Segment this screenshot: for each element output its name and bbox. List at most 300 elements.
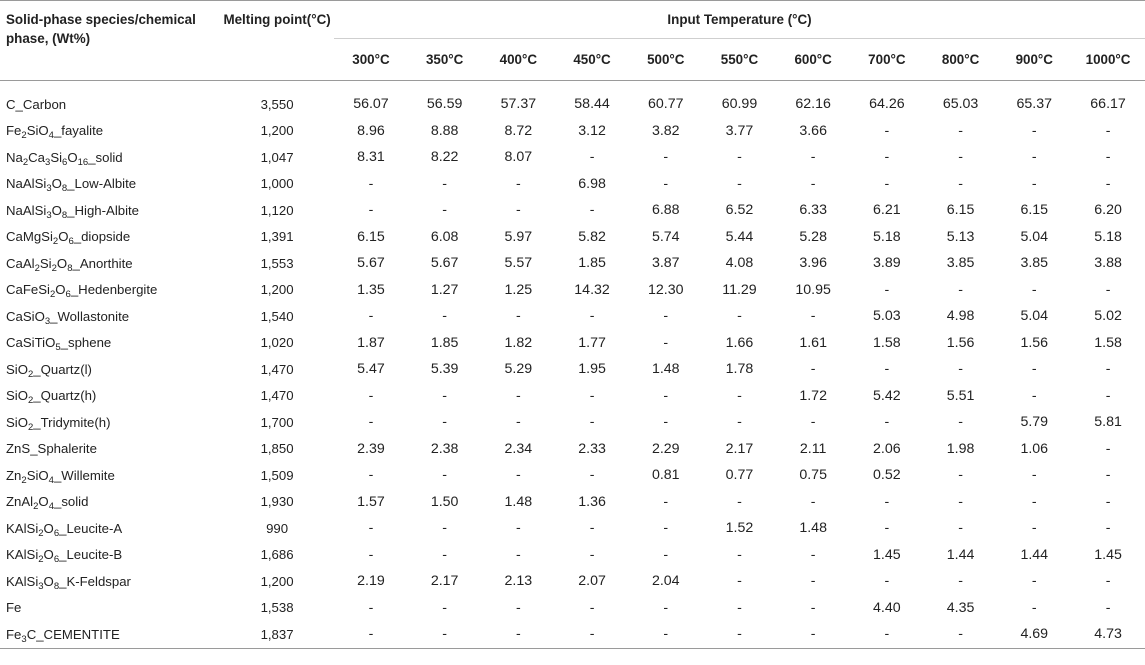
species-name: $ZnAl_2O_4\_solid$ <box>6 494 89 513</box>
temperature-header-4: 500°C <box>647 52 685 67</box>
value-cell: 58.44 <box>555 81 629 118</box>
table-row <box>0 303 1145 330</box>
value-cell: 2.17 <box>725 440 754 457</box>
value-cell: 5.79 <box>1020 414 1049 431</box>
value-cell: 1.52 <box>725 520 754 537</box>
value-cell: 66.17 <box>1071 81 1145 118</box>
species-column-header: Solid-phase species/chemical phase, (Wt%) <box>0 1 220 81</box>
value-cell: 6.21 <box>873 202 901 219</box>
species-name: Fe <box>6 600 22 616</box>
value-cell: - <box>884 414 890 431</box>
value-cell: - <box>515 414 521 431</box>
value-cell: - <box>776 621 850 648</box>
melting-point: 1,509 <box>260 467 294 483</box>
value-cell: 2.04 <box>651 573 680 590</box>
value-cell: 6.98 <box>578 175 606 192</box>
species-name: SiO$_2$_Tridymite(h) <box>6 414 111 433</box>
value-cell: 6.15 <box>357 228 385 245</box>
value-cell: 65.37 <box>997 81 1071 118</box>
value-cell: 8.07 <box>504 149 533 166</box>
value-cell: 1.95 <box>578 361 606 378</box>
value-cell: - <box>958 122 963 139</box>
table-row <box>0 383 1145 410</box>
species-name: $Zn_2SiO_4\_Willemite$ <box>6 467 115 486</box>
value-cell: 5.29 <box>504 361 533 378</box>
value-cell: - <box>1105 467 1111 484</box>
value-cell: 3.88 <box>1094 255 1122 272</box>
species-name: CaSiTiO$_5$_sphene <box>6 335 112 354</box>
value-cell: - <box>884 361 890 378</box>
value-cell: - <box>663 175 669 192</box>
value-cell: - <box>368 599 374 616</box>
temperature-header-6: 600°C <box>794 52 832 67</box>
species-name: SiO$_2$_Quartz(h) <box>6 388 97 407</box>
value-cell: - <box>1105 520 1111 537</box>
melting-point: 1,047 <box>260 149 294 165</box>
table-row <box>0 144 1145 171</box>
value-cell: 3.89 <box>873 255 901 272</box>
value-cell: 1.66 <box>725 334 754 351</box>
value-cell: - <box>810 175 816 192</box>
value-cell: 5.67 <box>430 255 459 272</box>
value-cell: 4.98 <box>946 308 975 325</box>
value-cell: 8.72 <box>504 122 533 139</box>
value-cell: - <box>884 281 890 298</box>
value-cell: 8.31 <box>357 149 385 166</box>
value-cell: 5.82 <box>578 228 606 245</box>
melting-point: 1,930 <box>260 494 294 510</box>
value-cell: - <box>368 546 374 563</box>
value-cell: - <box>1105 440 1111 457</box>
temperature-header-9: 900°C <box>1015 52 1053 67</box>
table-row <box>0 197 1145 224</box>
value-cell: 1.44 <box>1020 546 1049 563</box>
value-cell: 5.97 <box>504 228 533 245</box>
value-cell: - <box>884 122 890 139</box>
value-cell: 4.40 <box>873 599 901 616</box>
value-cell: - <box>810 599 816 616</box>
value-cell: 1.48 <box>799 520 827 537</box>
temperature-header-7: 700°C <box>868 52 906 67</box>
value-cell: 60.77 <box>629 81 703 118</box>
value-cell: - <box>663 599 669 616</box>
species-name: $NaAlSi_3O_8\_High$-Albite <box>6 202 140 221</box>
value-cell: 8.22 <box>430 149 459 166</box>
value-cell: - <box>368 202 374 219</box>
value-cell: - <box>589 202 595 219</box>
value-cell: - <box>515 175 521 192</box>
temperature-header-1: 350°C <box>425 52 464 67</box>
value-cell: 2.07 <box>578 573 606 590</box>
value-cell: - <box>589 387 595 404</box>
value-cell: - <box>589 149 595 166</box>
value-cell: 5.18 <box>873 228 901 245</box>
table-row <box>0 515 1145 542</box>
value-cell: 1.48 <box>651 361 680 378</box>
value-cell: - <box>810 573 816 590</box>
value-cell: - <box>1105 149 1111 166</box>
table-row <box>0 621 1145 648</box>
value-cell: 0.77 <box>725 467 754 484</box>
value-cell: 1.58 <box>1094 334 1122 351</box>
value-cell: 56.59 <box>408 81 482 118</box>
value-cell: - <box>884 520 890 537</box>
value-cell: 2.39 <box>357 440 385 457</box>
melting-point: 1,470 <box>260 388 294 404</box>
melting-point: 3,550 <box>220 81 334 118</box>
value-cell: - <box>810 361 816 378</box>
species-name: $CaFeSi_2O_6\_Hedenbergite$ <box>6 282 158 301</box>
value-cell: - <box>663 546 669 563</box>
value-cell: 1.87 <box>357 334 385 351</box>
melting-point: 1,470 <box>260 361 294 377</box>
value-cell: - <box>958 414 963 431</box>
value-cell: - <box>1031 281 1037 298</box>
value-cell: 5.02 <box>1094 308 1122 325</box>
melting-point: 1,540 <box>260 308 294 324</box>
melting-point: 1,020 <box>260 335 294 351</box>
value-cell: - <box>1031 573 1037 590</box>
value-cell: - <box>958 175 963 192</box>
value-cell: - <box>589 467 595 484</box>
value-cell: 5.13 <box>946 228 975 245</box>
value-cell: - <box>515 467 521 484</box>
value-cell: 6.33 <box>799 202 827 219</box>
value-cell: - <box>589 546 595 563</box>
value-cell: 1.98 <box>946 440 975 457</box>
value-cell: - <box>663 149 669 166</box>
value-cell: - <box>482 621 556 648</box>
value-cell: 4.08 <box>725 255 754 272</box>
value-cell: - <box>1105 493 1111 510</box>
table-row <box>0 330 1145 357</box>
value-cell: - <box>368 387 374 404</box>
table-row <box>0 409 1145 436</box>
value-cell: - <box>884 175 890 192</box>
table-row <box>0 489 1145 516</box>
value-cell: - <box>737 546 742 563</box>
species-name: C_Carbon <box>0 81 220 118</box>
table-row <box>0 118 1145 145</box>
value-cell: - <box>884 573 890 590</box>
table-row <box>0 81 1145 118</box>
value-cell: - <box>515 387 521 404</box>
value-cell: 1.78 <box>725 361 754 378</box>
species-name: $Fe_3C\_CEMENTITE$ <box>0 621 220 648</box>
value-cell: 3.87 <box>651 255 680 272</box>
species-name: $KAlSi_2O_6\_Leucite-A$ <box>6 520 123 539</box>
value-cell: 1.82 <box>504 334 533 351</box>
value-cell: - <box>810 493 816 510</box>
species-name: $CaAl_2Si_2O_8\_Anorthite$ <box>6 255 133 274</box>
value-cell: 4.73 <box>1071 621 1145 648</box>
melting-point: 990 <box>266 520 289 536</box>
value-cell: - <box>442 308 448 325</box>
value-cell: 57.37 <box>482 81 556 118</box>
value-cell: 4.69 <box>997 621 1071 648</box>
value-cell: 1.48 <box>504 493 533 510</box>
value-cell: 5.39 <box>430 361 459 378</box>
species-name: $Fe_2SiO_4\_fayalite$ <box>6 123 104 142</box>
value-cell: - <box>737 599 742 616</box>
value-cell: 64.26 <box>850 81 924 118</box>
value-cell: - <box>368 520 374 537</box>
species-name: $NaAlSi_3O_8\_Low$-Albite <box>6 176 137 195</box>
value-cell: - <box>442 546 448 563</box>
value-cell: 6.08 <box>430 228 459 245</box>
value-cell: - <box>515 520 521 537</box>
value-cell: - <box>629 621 703 648</box>
value-cell: 3.85 <box>1020 255 1049 272</box>
value-cell: - <box>1031 599 1037 616</box>
value-cell: - <box>515 599 521 616</box>
value-cell: - <box>589 414 595 431</box>
value-cell: - <box>737 493 742 510</box>
value-cell: 6.52 <box>725 202 754 219</box>
temperature-header-2: 400°C <box>499 52 538 67</box>
value-cell: 5.67 <box>357 255 385 272</box>
value-cell: 2.29 <box>651 440 680 457</box>
value-cell: - <box>408 621 482 648</box>
value-cell: 1.50 <box>430 493 459 510</box>
value-cell: 1.35 <box>357 281 385 298</box>
value-cell: 1.56 <box>1020 334 1049 351</box>
table-row <box>0 277 1145 304</box>
value-cell: 2.34 <box>504 440 533 457</box>
value-cell: - <box>958 149 963 166</box>
value-cell: - <box>737 573 742 590</box>
species-name: CaSiO$_3$_Wollastonite <box>6 308 130 327</box>
value-cell: 3.85 <box>946 255 975 272</box>
table-row <box>0 356 1145 383</box>
value-cell: 1.72 <box>799 387 827 404</box>
value-cell: - <box>884 493 890 510</box>
melting-point: 1,200 <box>260 573 294 589</box>
melting-point: 1,120 <box>260 202 294 218</box>
temperature-header-3: 450°C <box>573 52 611 67</box>
value-cell: 5.18 <box>1094 228 1122 245</box>
value-cell: 0.75 <box>799 467 827 484</box>
species-name: SiO$_2$_Quartz(l) <box>6 361 92 380</box>
value-cell: 3.82 <box>651 122 680 139</box>
value-cell: 1.44 <box>946 546 975 563</box>
table-row <box>0 462 1145 489</box>
value-cell: 1.45 <box>1094 546 1122 563</box>
value-cell: 2.38 <box>430 440 459 457</box>
value-cell: - <box>663 493 669 510</box>
value-cell: - <box>589 308 595 325</box>
value-cell: - <box>737 308 742 325</box>
value-cell: - <box>1031 520 1037 537</box>
value-cell: 5.51 <box>946 387 975 404</box>
value-cell: - <box>334 621 408 648</box>
value-cell: 56.07 <box>334 81 408 118</box>
value-cell: - <box>1031 361 1037 378</box>
value-cell: - <box>958 467 963 484</box>
value-cell: - <box>515 546 521 563</box>
species-name: $KAlSi_3O_8\_K$-Feldspar <box>6 573 131 592</box>
value-cell: 2.06 <box>873 440 901 457</box>
value-cell: 5.81 <box>1094 414 1122 431</box>
value-cell: - <box>442 387 448 404</box>
value-cell: 1.77 <box>578 334 606 351</box>
value-cell: - <box>442 520 448 537</box>
value-cell: 1.58 <box>873 334 901 351</box>
value-cell: 5.47 <box>357 361 385 378</box>
value-cell: 5.28 <box>799 228 827 245</box>
value-cell: 1.36 <box>578 493 606 510</box>
value-cell: - <box>737 414 742 431</box>
value-cell: 1.85 <box>578 255 606 272</box>
value-cell: 2.19 <box>357 573 385 590</box>
value-cell: - <box>810 414 816 431</box>
melting-point: 1,837 <box>220 621 334 648</box>
table-row <box>0 542 1145 569</box>
value-cell: 6.88 <box>651 202 680 219</box>
value-cell: - <box>1031 467 1037 484</box>
species-name: ZnS_Sphalerite <box>6 441 97 457</box>
species-name: $Na_2Ca_3Si_6O_{16}\_solid$ <box>6 149 123 168</box>
temperature-header-10: 1000°C <box>1085 52 1131 67</box>
value-cell: - <box>663 308 669 325</box>
value-cell: - <box>663 414 669 431</box>
value-cell: 6.20 <box>1094 202 1122 219</box>
table-row <box>0 224 1145 251</box>
value-cell: - <box>810 149 816 166</box>
melting-point: 1,200 <box>260 123 294 139</box>
value-cell: 5.42 <box>873 387 901 404</box>
value-cell: - <box>663 387 669 404</box>
value-cell: - <box>442 202 448 219</box>
value-cell: 1.27 <box>430 281 459 298</box>
value-cell: - <box>589 599 595 616</box>
table-body <box>0 81 1145 649</box>
value-cell: 3.96 <box>799 255 827 272</box>
value-cell: - <box>1031 122 1037 139</box>
value-cell: - <box>958 573 963 590</box>
value-cell: - <box>924 621 998 648</box>
value-cell: 0.81 <box>651 467 680 484</box>
value-cell: - <box>442 599 448 616</box>
table-row <box>0 436 1145 463</box>
table-row <box>0 568 1145 595</box>
value-cell: 5.03 <box>873 308 901 325</box>
temperature-header-0: 300°C <box>352 52 390 67</box>
value-cell: 2.13 <box>504 573 533 590</box>
value-cell: 5.74 <box>651 228 680 245</box>
value-cell: 3.12 <box>578 122 606 139</box>
value-cell: - <box>663 520 669 537</box>
value-cell: - <box>589 520 595 537</box>
value-cell: - <box>442 414 448 431</box>
table-row <box>0 595 1145 622</box>
value-cell: 65.03 <box>924 81 998 118</box>
value-cell: - <box>555 621 629 648</box>
value-cell: 62.16 <box>776 81 850 118</box>
table-row <box>0 171 1145 198</box>
value-cell: - <box>442 175 448 192</box>
value-cell: 8.96 <box>357 122 385 139</box>
value-cell: - <box>703 621 777 648</box>
value-cell: - <box>368 414 374 431</box>
value-cell: - <box>1105 175 1111 192</box>
value-cell: 10.95 <box>795 281 831 298</box>
melting-point-column-header: Melting point(°C) <box>220 1 334 81</box>
value-cell: 2.33 <box>578 440 606 457</box>
value-cell: 1.57 <box>357 493 385 510</box>
value-cell: 3.77 <box>725 122 754 139</box>
value-cell: - <box>1105 599 1111 616</box>
value-cell: - <box>1031 175 1037 192</box>
value-cell: - <box>368 467 374 484</box>
value-cell: - <box>737 387 742 404</box>
value-cell: - <box>515 202 521 219</box>
value-cell: - <box>1031 149 1037 166</box>
value-cell: 0.52 <box>873 467 901 484</box>
value-cell: - <box>1031 493 1037 510</box>
value-cell: - <box>515 308 521 325</box>
value-cell: - <box>810 308 816 325</box>
species-name: $KAlSi_2O_6\_Leucite-B$ <box>6 547 123 566</box>
melting-point: 1,686 <box>260 547 294 563</box>
value-cell: 60.99 <box>703 81 777 118</box>
value-cell: - <box>368 308 374 325</box>
value-cell: - <box>884 149 890 166</box>
temperature-header-8: 800°C <box>941 52 980 67</box>
value-cell: - <box>1031 387 1037 404</box>
value-cell: 2.11 <box>799 440 827 457</box>
value-cell: 4.35 <box>946 599 975 616</box>
value-cell: 6.15 <box>1020 202 1049 219</box>
value-cell: - <box>958 520 963 537</box>
value-cell: - <box>850 621 924 648</box>
value-cell: 1.85 <box>430 334 459 351</box>
species-name: $CaMgSi_2O_6\_diopside$ <box>6 229 131 248</box>
value-cell: 8.88 <box>430 122 459 139</box>
value-cell: - <box>1105 361 1111 378</box>
melting-point: 1,391 <box>260 229 294 245</box>
value-cell: - <box>958 493 963 510</box>
value-cell: - <box>737 175 742 192</box>
value-cell: 12.30 <box>648 281 684 298</box>
value-cell: - <box>737 149 742 166</box>
value-cell: 14.32 <box>574 281 610 298</box>
value-cell: - <box>1105 387 1111 404</box>
value-cell: - <box>368 175 374 192</box>
value-cell: - <box>1105 122 1111 139</box>
value-cell: 1.25 <box>504 281 533 298</box>
melting-point: 1,700 <box>260 414 294 430</box>
melting-point: 1,538 <box>260 600 294 616</box>
value-cell: - <box>810 546 816 563</box>
value-cell: - <box>442 467 448 484</box>
value-cell: 5.04 <box>1020 308 1049 325</box>
value-cell: 5.04 <box>1020 228 1049 245</box>
value-cell: - <box>958 361 963 378</box>
value-cell: 5.44 <box>725 228 754 245</box>
melting-point: 1,200 <box>260 282 294 298</box>
value-cell: - <box>958 281 963 298</box>
value-cell: 1.61 <box>799 334 827 351</box>
value-cell: 5.57 <box>504 255 533 272</box>
value-cell: 11.29 <box>722 281 757 298</box>
value-cell: 1.45 <box>873 546 901 563</box>
melting-point: 1,850 <box>260 441 294 457</box>
temperature-header-5: 550°C <box>720 52 759 67</box>
melting-point: 1,553 <box>260 255 294 271</box>
table-row <box>0 250 1145 277</box>
melting-point: 1,000 <box>260 176 294 192</box>
